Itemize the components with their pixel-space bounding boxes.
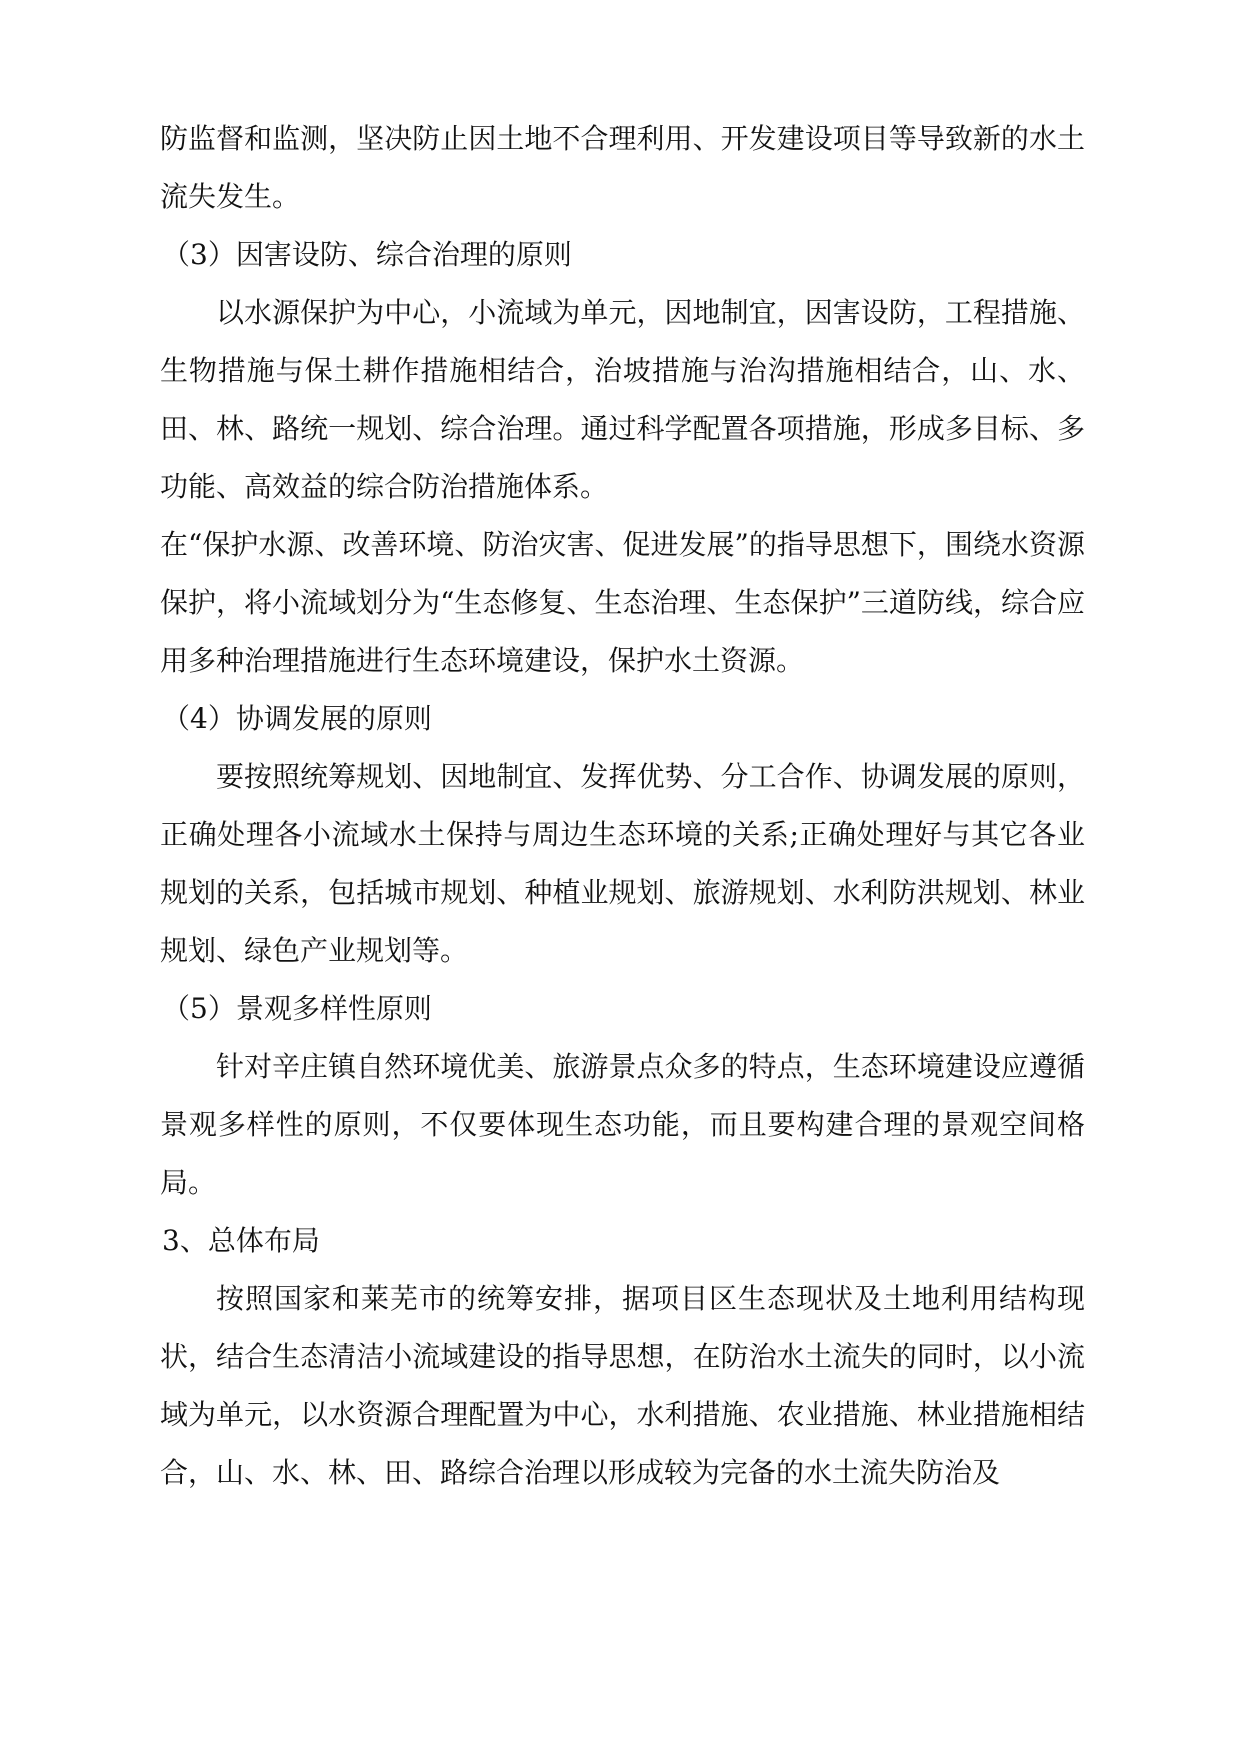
section-heading-3: （3）因害设防、综合治理的原则 — [162, 238, 572, 271]
paragraph-principle-4: 要按照统筹规划、因地制宜、发挥优势、分工合作、协调发展的原则，正确处理各小流域水土保持与周边生态环境的关系;正确处理好与其它各业规划的关系，包括城市规划、种植业规划、旅游规划、水利防洪规划、林业规划、绿色产业规划等。 — [160, 760, 1085, 967]
section-heading-4: （4）协调发展的原则 — [162, 702, 432, 735]
section-heading-5: （5）景观多样性原则 — [162, 992, 432, 1025]
paragraph-guiding-idea: 在“保护水源、改善环境、防治灾害、促进发展”的指导思想下，围绕水资源保护，将小流域划分为“生态修复、生态治理、生态保护”三道防线，综合应用多种治理措施进行生态环境建设，保护水土资源。 — [160, 528, 1085, 677]
paragraph-principle-5: 针对辛庄镇自然环境优美、旅游景点众多的特点，生态环境建设应遵循景观多样性的原则，不仅要体现生态功能，而且要构建合理的景观空间格局。 — [160, 1050, 1085, 1199]
document-page — [160, 110, 1085, 1502]
paragraph-overall-layout: 按照国家和莱芜市的统筹安排，据项目区生态现状及土地利用结构现状，结合生态清洁小流域建设的指导思想，在防治水土流失的同时，以小流域为单元，以水资源合理配置为中心，水利措施、农业措施、林业措施相结合，山、水、林、田、路综合治理以形成较为完备的水土流失防治及 — [160, 1282, 1085, 1489]
paragraph-principle-3: 以水源保护为中心，小流域为单元，因地制宜，因害设防，工程措施、生物措施与保土耕作措施相结合，治坡措施与治沟措施相结合，山、水、田、林、路统一规划、综合治理。通过科学配置各项措施，形成多目标、多功能、高效益的综合防治措施体系。 — [160, 296, 1085, 503]
section-heading-overall-layout: 3、总体布局 — [162, 1224, 320, 1257]
paragraph-continuation: 防监督和监测，坚决防止因土地不合理利用、开发建设项目等导致新的水土流失发生。 — [160, 122, 1085, 213]
